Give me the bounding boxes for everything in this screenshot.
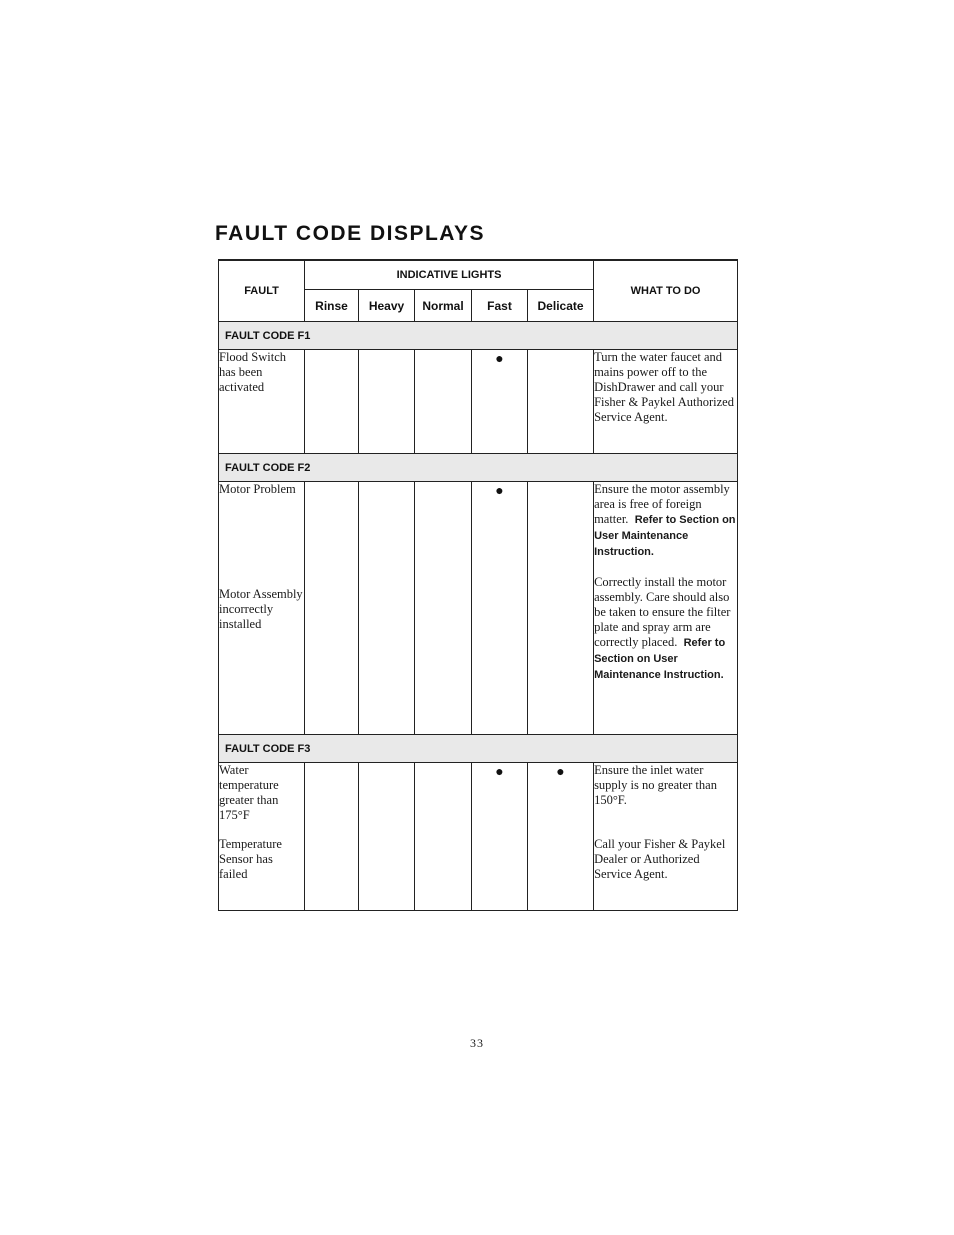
light-cell-fast xyxy=(472,482,528,735)
fault-text: Motor Assembly incorrectly installed xyxy=(219,587,303,631)
action-description xyxy=(594,482,738,735)
fault-description xyxy=(219,350,305,454)
action-text: Turn the water faucet and mains power off to the DishDrawer and call your Fisher & Paykel Authorized Service Agent. xyxy=(594,350,734,424)
fault-description xyxy=(219,482,305,735)
header-fault: FAULT xyxy=(219,260,305,322)
light-cell-rinse xyxy=(305,763,359,911)
indicator-dot-icon: ● xyxy=(495,350,504,366)
header-light-normal: Normal xyxy=(415,290,472,322)
section-row-f2 xyxy=(219,454,738,482)
action-reference: Refer to Section on User Maintenance Instruction. xyxy=(594,637,726,681)
light-cell-delicate xyxy=(528,763,594,911)
page-number: 33 xyxy=(470,1036,484,1050)
header-what-to-do: WHAT TO DO xyxy=(594,260,738,322)
light-cell-heavy xyxy=(359,482,415,735)
indicator-dot-icon: ● xyxy=(495,482,504,498)
fault-code-table xyxy=(218,259,738,911)
fault-text: Motor Problem xyxy=(219,482,296,496)
fault-code-label: FAULT CODE F1 xyxy=(219,322,738,350)
header-light-fast: Fast xyxy=(472,290,528,322)
light-cell-rinse xyxy=(305,350,359,454)
indicator-dot-icon: ● xyxy=(495,763,504,779)
fault-code-label: FAULT CODE F2 xyxy=(219,454,738,482)
section-row-f1 xyxy=(219,322,738,350)
action-text: Correctly install the motor assembly. Care should also be taken to ensure the filter plate and spray arm are correctly placed. Refer to Section on User Maintenance Instruction. xyxy=(594,575,731,681)
fault-text: Flood Switch has been activated xyxy=(219,350,287,394)
light-cell-fast xyxy=(472,350,528,454)
action-text: Ensure the motor assembly area is free of foreign matter. Refer to Section on User Maintenance Instruction. xyxy=(594,482,736,558)
fault-text: Water temperature greater than 175°F xyxy=(219,763,279,822)
action-description xyxy=(594,350,738,454)
light-cell-heavy xyxy=(359,763,415,911)
light-cell-fast xyxy=(472,763,528,911)
indicator-dot-icon: ● xyxy=(556,763,565,779)
fault-text: Temperature Sensor has failed xyxy=(219,837,282,881)
header-light-heavy: Heavy xyxy=(359,290,415,322)
light-cell-heavy xyxy=(359,350,415,454)
header-indicative-lights: INDICATIVE LIGHTS xyxy=(305,260,594,290)
fault-row-f2 xyxy=(219,482,738,735)
action-description xyxy=(594,763,738,911)
action-reference: Refer to Section on User Maintenance Instruction. xyxy=(594,514,736,558)
light-cell-rinse xyxy=(305,482,359,735)
light-cell-normal xyxy=(415,350,472,454)
page-title: FAULT CODE DISPLAYS xyxy=(215,222,486,245)
light-cell-normal xyxy=(415,763,472,911)
light-cell-delicate xyxy=(528,482,594,735)
header-row-top xyxy=(219,260,738,290)
fault-row-f1 xyxy=(219,350,738,454)
action-text: Ensure the inlet water supply is no greater than 150°F. xyxy=(594,763,717,807)
action-text: Call your Fisher & Paykel Dealer or Authorized Service Agent. xyxy=(594,837,726,881)
fault-description xyxy=(219,763,305,911)
fault-code-label: FAULT CODE F3 xyxy=(219,735,738,763)
light-cell-delicate xyxy=(528,350,594,454)
section-row-f3 xyxy=(219,735,738,763)
fault-row-f3 xyxy=(219,763,738,911)
header-light-delicate: Delicate xyxy=(528,290,594,322)
light-cell-normal xyxy=(415,482,472,735)
header-light-rinse: Rinse xyxy=(305,290,359,322)
